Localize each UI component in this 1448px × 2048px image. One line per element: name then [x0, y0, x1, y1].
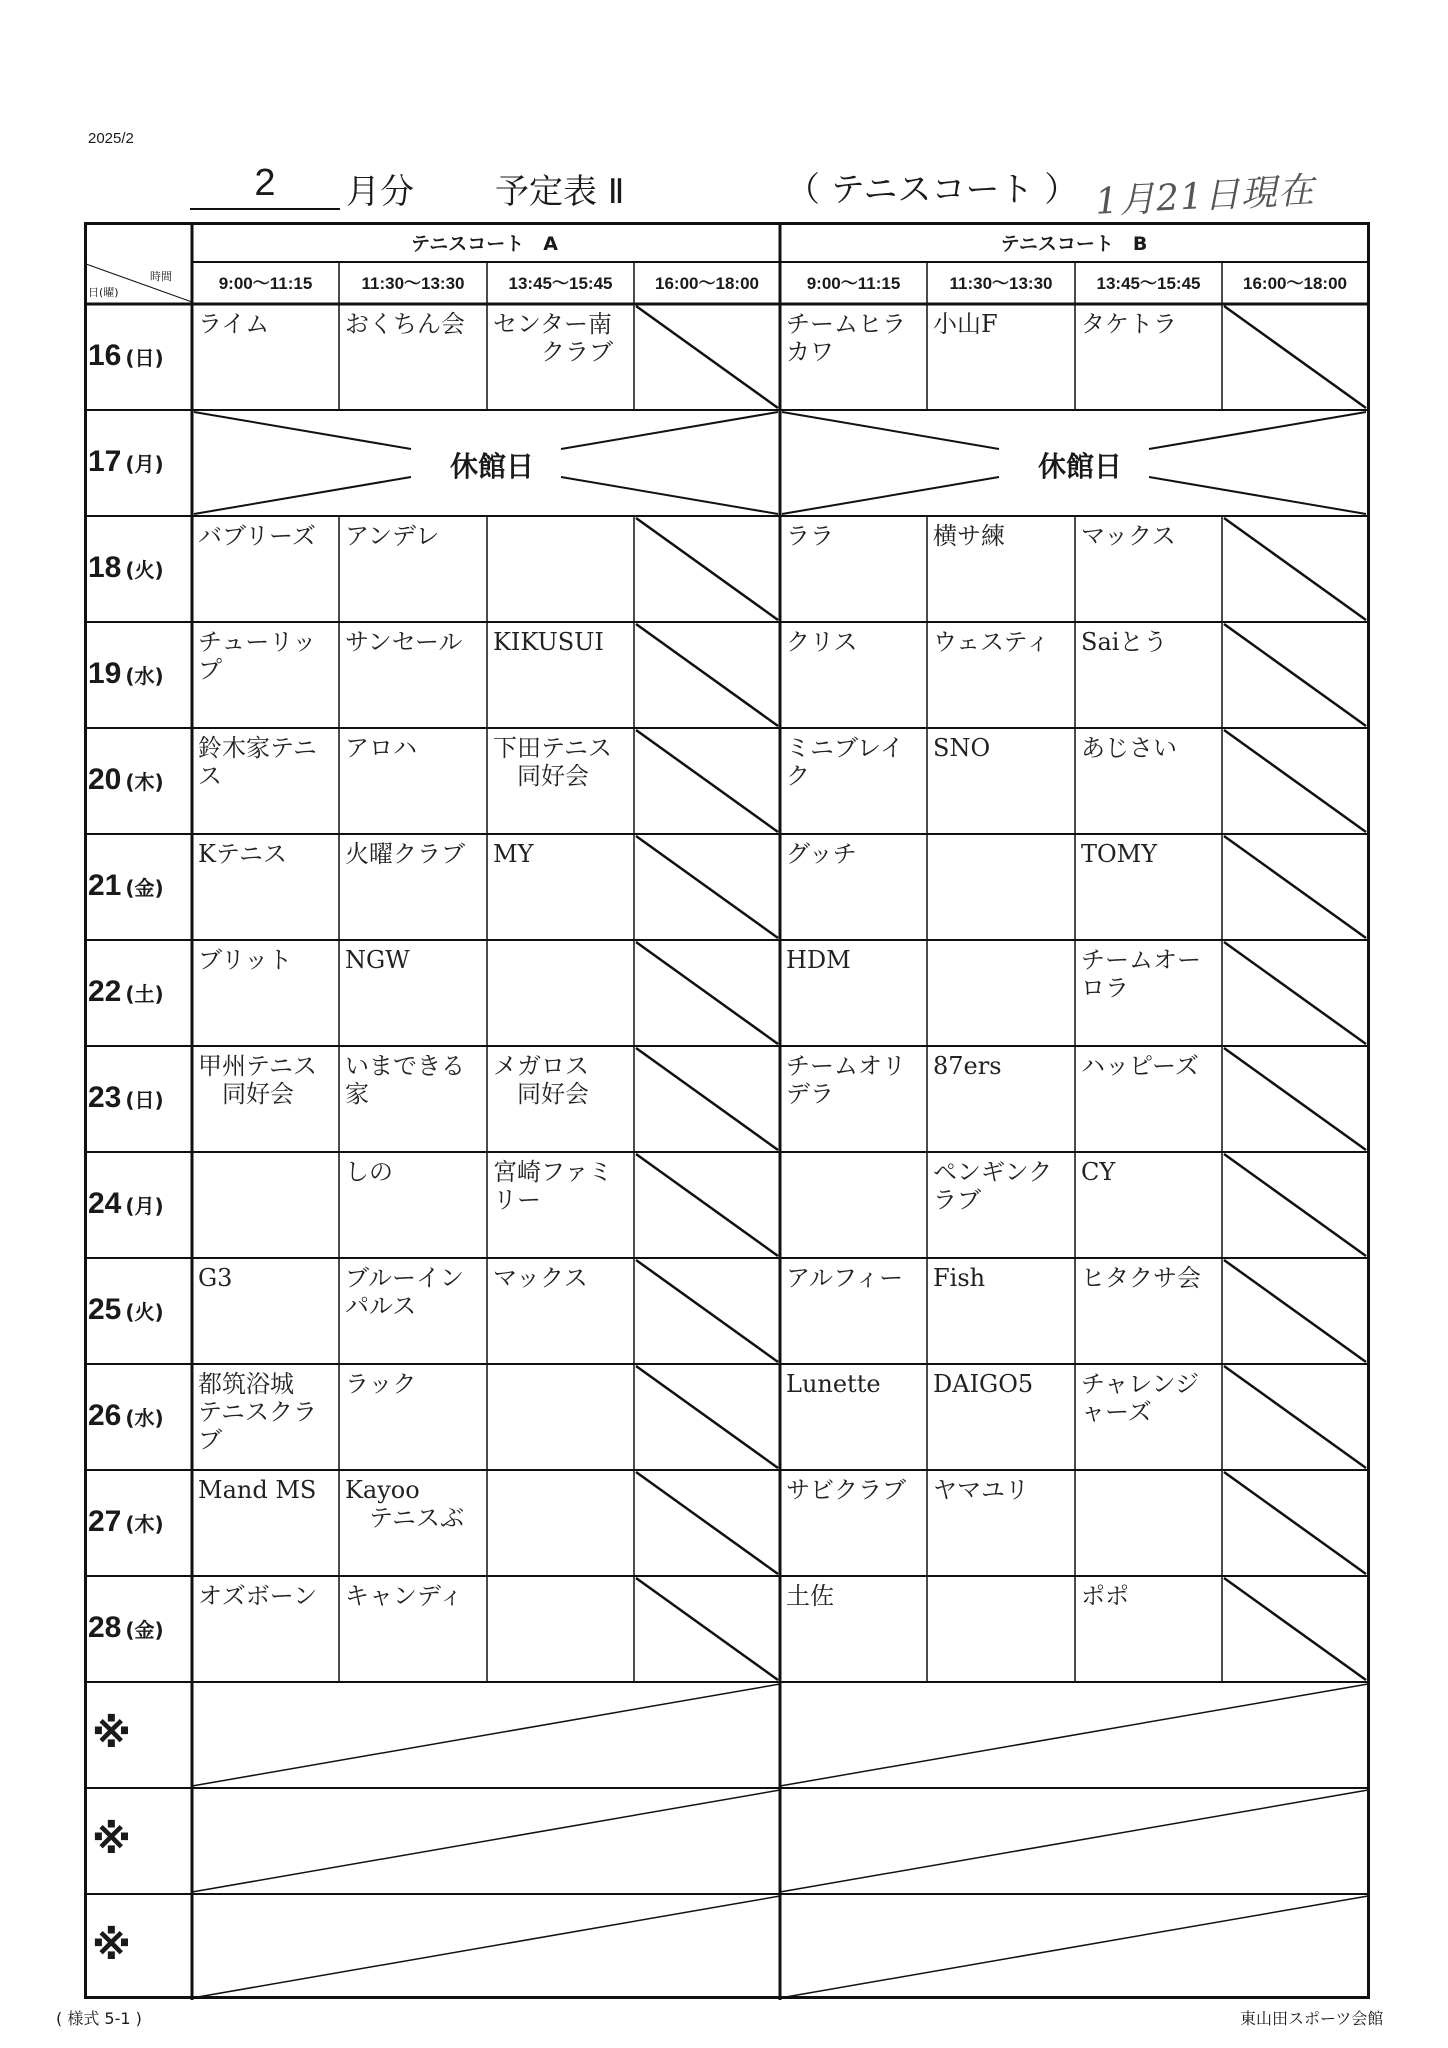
booking-cell: ポポ: [1081, 1582, 1129, 1610]
note-row-diagonal: [192, 1896, 780, 1998]
day-label: [88, 1152, 188, 1256]
booking-cell: アルフィー: [786, 1264, 904, 1292]
booking-cell: センター南 クラブ: [493, 310, 613, 366]
weekday: (水): [125, 1405, 164, 1430]
day-number: 19: [88, 657, 122, 690]
time-slot-header: 16:00～18:00: [655, 274, 759, 293]
unavailable-slot-diagonal: [1224, 1578, 1366, 1680]
closed-day-label: 休館日: [1019, 445, 1141, 485]
day-label: [88, 1046, 188, 1150]
unavailable-slot-diagonal: [1224, 1260, 1366, 1362]
booking-cell: [933, 946, 1071, 1040]
day-number: 23: [88, 1081, 122, 1114]
booking-cell: NGW: [345, 946, 410, 974]
booking-cell: ハッピーズ: [1081, 1052, 1199, 1080]
note-row-diagonal: [780, 1790, 1368, 1892]
booking-cell: MY: [493, 840, 534, 868]
booking-cell: クリス: [786, 628, 858, 656]
booking-cell: [933, 1582, 1071, 1676]
time-slot-header: 11:30～13:30: [361, 274, 465, 293]
time-slot-header: 13:45～15:45: [1096, 274, 1201, 293]
booking-cell: ラック: [345, 1370, 417, 1398]
day-label: [88, 1258, 188, 1362]
unavailable-slot-diagonal: [1224, 624, 1366, 726]
weekday: (月): [125, 451, 164, 476]
booking-cell: G3: [198, 1264, 233, 1292]
booking-cell: ヒタクサ会: [1081, 1264, 1201, 1292]
note-row-label: [88, 1894, 188, 1998]
day-number: 26: [88, 1399, 122, 1432]
weekday: (月): [125, 1193, 164, 1218]
closed-stroke: [782, 412, 999, 449]
booking-cell: あじさい: [1081, 734, 1177, 762]
weekday: (日): [125, 345, 164, 370]
booking-cell: Fish: [933, 1264, 986, 1292]
closed-stroke: [194, 412, 411, 449]
day-label: [88, 1364, 188, 1468]
booking-cell: マックス: [1081, 522, 1176, 550]
month-number: 2: [190, 160, 340, 210]
unavailable-slot-diagonal: [1224, 730, 1366, 832]
facility-name: （ テニスコート ）: [786, 170, 1079, 210]
booking-cell: オズボーン: [198, 1582, 318, 1610]
time-slot-header: 13:45～15:45: [508, 274, 613, 293]
corner-time-label: 時間: [150, 270, 172, 283]
unavailable-slot-diagonal: [636, 1260, 778, 1362]
day-label: [88, 622, 188, 726]
weekday: (金): [125, 1617, 164, 1642]
booking-cell: ペンギンクラブ: [933, 1158, 1053, 1214]
unavailable-slot-diagonal: [1224, 1154, 1366, 1256]
booking-cell: Kayoo テニスぶ: [345, 1476, 465, 1532]
booking-cell: グッチ: [786, 840, 857, 868]
day-label: [88, 516, 188, 620]
booking-cell: [493, 1370, 630, 1464]
weekday: (火): [125, 1299, 164, 1324]
note-row-label: [88, 1788, 188, 1892]
booking-cell: メガロス 同好会: [493, 1052, 589, 1108]
booking-cell: ミニブレイク: [786, 734, 904, 790]
day-label: [88, 1576, 188, 1680]
booking-cell: マックス: [493, 1264, 588, 1292]
unavailable-slot-diagonal: [636, 1366, 778, 1468]
closed-stroke: [1149, 412, 1366, 449]
booking-cell: [493, 1582, 630, 1676]
day-number: 20: [88, 763, 122, 796]
day-number: 28: [88, 1611, 122, 1644]
booking-cell: おくちん会: [345, 310, 465, 338]
day-label: [88, 834, 188, 938]
booking-cell: サンセール: [345, 628, 463, 656]
booking-cell: 横サ練: [933, 522, 1005, 550]
booking-cell: Lunette: [786, 1370, 881, 1398]
unavailable-slot-diagonal: [636, 1472, 778, 1574]
booking-cell: DAIGO5: [933, 1370, 1034, 1398]
booking-cell: チームオーロラ: [1081, 946, 1201, 1002]
month-suffix: 月分: [346, 172, 414, 212]
day-label: [88, 410, 188, 514]
unavailable-slot-diagonal: [636, 730, 778, 832]
booking-cell: 下田テニス 同好会: [493, 734, 613, 790]
closed-day-label: 休館日: [431, 445, 553, 485]
booking-cell: Kテニス: [198, 840, 287, 868]
time-slot-header: 9:00～11:15: [806, 274, 901, 293]
weekday: (火): [125, 557, 164, 582]
booking-cell: ブリット: [198, 946, 293, 974]
note-row-diagonal: [192, 1684, 780, 1786]
note-mark: ※: [92, 1817, 131, 1863]
weekday: (日): [125, 1087, 164, 1112]
unavailable-slot-diagonal: [1224, 1366, 1366, 1468]
unavailable-slot-diagonal: [1224, 518, 1366, 620]
booking-cell: [933, 840, 1071, 934]
booking-cell: TOMY: [1081, 840, 1158, 868]
booking-cell: 鈴木家テニス: [198, 734, 318, 790]
day-number: 16: [88, 339, 122, 372]
as-of-handwritten-note: 1月21日現在: [1094, 170, 1316, 223]
booking-cell: バブリーズ: [198, 522, 316, 550]
weekday: (水): [125, 663, 164, 688]
court-a-header: テニスコート A: [411, 233, 558, 255]
booking-cell: アロハ: [345, 734, 417, 762]
document-title: 予定表 Ⅱ: [495, 172, 625, 212]
booking-cell: サビクラブ: [786, 1476, 906, 1504]
note-row-diagonal: [780, 1896, 1368, 1998]
day-number: 18: [88, 551, 122, 584]
closed-stroke: [1149, 477, 1366, 514]
booking-cell: キャンディ: [345, 1582, 464, 1610]
day-number: 17: [88, 445, 122, 478]
booking-cell: チームオリデラ: [786, 1052, 906, 1108]
day-number: 27: [88, 1505, 122, 1538]
corner-day-label: 日(曜): [88, 286, 119, 299]
unavailable-slot-diagonal: [636, 624, 778, 726]
closed-stroke: [561, 477, 778, 514]
booking-cell: ウェスティ: [933, 628, 1050, 656]
note-row-diagonal: [192, 1790, 780, 1892]
booking-cell: KIKUSUI: [493, 628, 604, 656]
booking-cell: ライム: [198, 310, 270, 338]
booking-cell: チームヒラカワ: [786, 310, 906, 366]
booking-cell: [493, 1476, 630, 1570]
unavailable-slot-diagonal: [636, 1578, 778, 1680]
booking-cell: ララ: [786, 522, 834, 550]
booking-cell: Saiとう: [1081, 628, 1168, 656]
closed-stroke: [561, 412, 778, 449]
weekday: (木): [125, 769, 164, 794]
unavailable-slot-diagonal: [1224, 942, 1366, 1044]
booking-cell: 87ers: [933, 1052, 1002, 1080]
year-month-label: 2025/2: [88, 130, 134, 147]
time-slot-header: 16:00～18:00: [1243, 274, 1347, 293]
unavailable-slot-diagonal: [636, 836, 778, 938]
closed-stroke: [194, 477, 411, 514]
closed-stroke: [782, 477, 999, 514]
note-row-diagonal: [780, 1684, 1368, 1786]
day-label: [88, 1470, 188, 1574]
weekday: (金): [125, 875, 164, 900]
booking-cell: CY: [1081, 1158, 1116, 1186]
weekday: (木): [125, 1511, 164, 1536]
booking-cell: Mand MS: [198, 1476, 317, 1504]
booking-cell: いまできる家: [345, 1052, 465, 1108]
booking-cell: SNO: [933, 734, 991, 762]
booking-cell: HDM: [786, 946, 851, 974]
booking-cell: 甲州テニス 同好会: [198, 1052, 318, 1108]
booking-cell: しの: [345, 1158, 393, 1186]
booking-cell: 宮崎ファミリー: [493, 1158, 613, 1214]
day-number: 21: [88, 869, 122, 902]
booking-cell: 火曜クラブ: [345, 840, 465, 868]
form-number: ( 様式 5-1 ): [56, 2009, 142, 2028]
booking-cell: チューリップ: [198, 628, 317, 684]
booking-cell: ブルーインパルス: [345, 1264, 465, 1320]
note-mark: ※: [92, 1923, 131, 1969]
note-row-label: [88, 1682, 188, 1786]
venue-name: 東山田スポーツ会館: [1240, 2009, 1384, 2028]
unavailable-slot-diagonal: [1224, 1048, 1366, 1150]
day-number: 24: [88, 1187, 122, 1220]
day-label: [88, 940, 188, 1044]
court-b-header: テニスコート B: [1000, 233, 1148, 255]
weekday: (土): [125, 981, 164, 1006]
unavailable-slot-diagonal: [636, 306, 778, 408]
day-number: 22: [88, 975, 122, 1008]
booking-cell: [493, 946, 630, 1040]
day-label: [88, 728, 188, 832]
booking-cell: [493, 522, 630, 616]
booking-cell: ヤマユリ: [933, 1476, 1029, 1504]
booking-cell: 土佐: [786, 1582, 834, 1610]
booking-cell: 小山F: [933, 310, 998, 338]
booking-cell: アンデレ: [345, 522, 440, 550]
unavailable-slot-diagonal: [1224, 836, 1366, 938]
booking-cell: チャレンジャーズ: [1081, 1370, 1200, 1426]
unavailable-slot-diagonal: [1224, 306, 1366, 408]
unavailable-slot-diagonal: [636, 1048, 778, 1150]
booking-cell: [786, 1158, 923, 1252]
note-mark: ※: [92, 1711, 131, 1757]
unavailable-slot-diagonal: [636, 1154, 778, 1256]
booking-cell: [198, 1158, 335, 1252]
booking-cell: 都筑浴城 テニスクラブ: [198, 1370, 318, 1454]
day-number: 25: [88, 1293, 122, 1326]
booking-cell: [1081, 1476, 1218, 1570]
unavailable-slot-diagonal: [636, 518, 778, 620]
time-slot-header: 11:30～13:30: [949, 274, 1053, 293]
unavailable-slot-diagonal: [636, 942, 778, 1044]
unavailable-slot-diagonal: [1224, 1472, 1366, 1574]
day-label: [88, 304, 188, 408]
booking-cell: タケトラ: [1081, 310, 1177, 338]
time-slot-header: 9:00～11:15: [218, 274, 313, 293]
